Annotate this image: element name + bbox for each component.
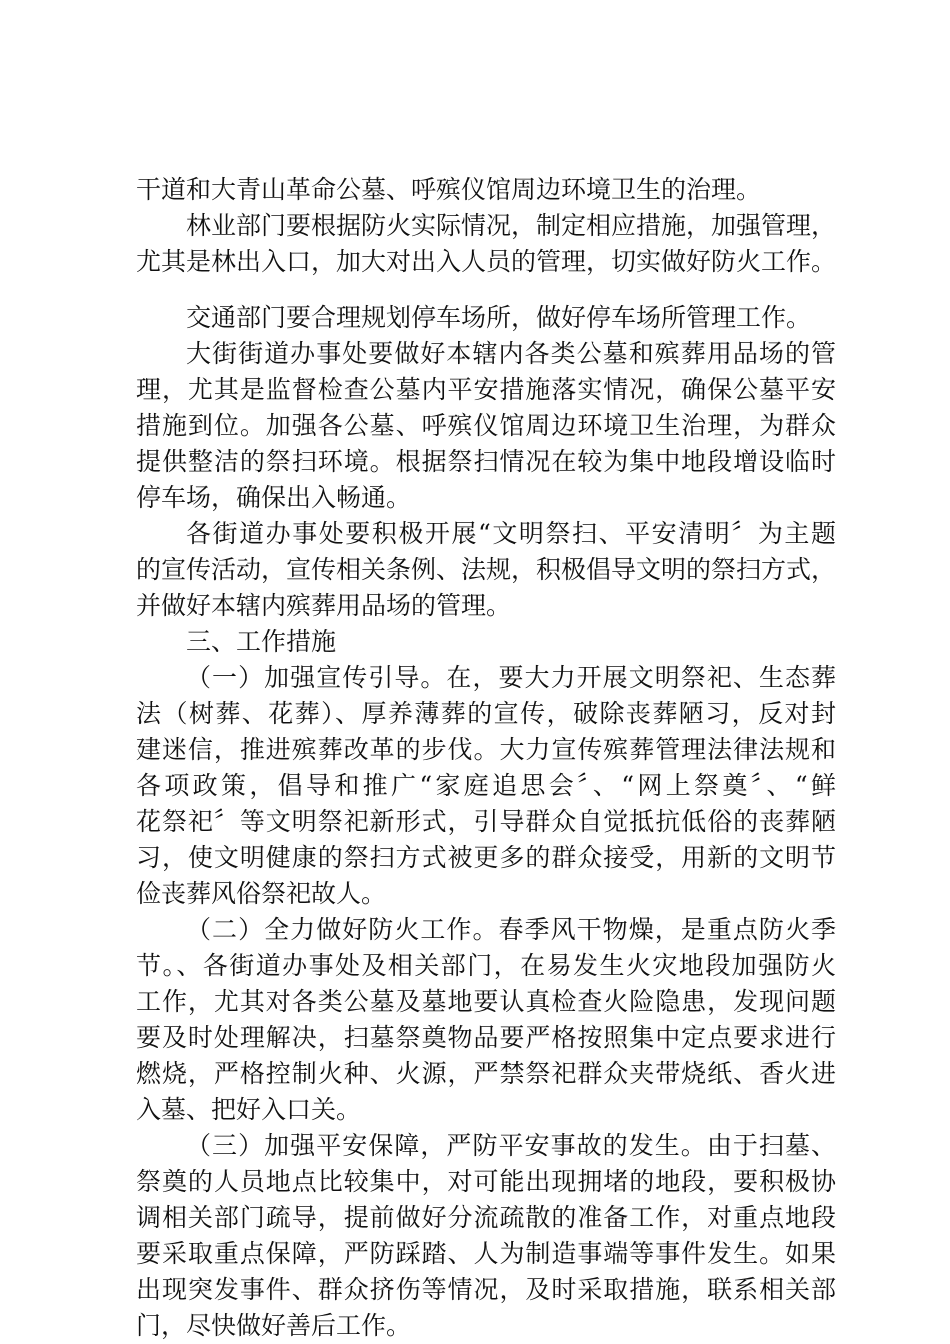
text-line: 的宣传活动，宣传相关条例、法规，积极倡导文明的祭扫方式， [136, 555, 837, 584]
text-line: （一）加强宣传引导。在，要大力开展文明祭祀、生态葬 [186, 663, 836, 692]
text-line: 措施到位。加强各公墓、呼殡仪馆周边环境卫生治理，为群众 [136, 411, 836, 440]
text-line: 习，使文明健康的祭扫方式被更多的群众接受，用新的文明节 [136, 843, 836, 872]
text-line: 工作，尤其对各类公墓及墓地要认真检查火险隐患，发现问题 [136, 987, 836, 1016]
text-line: 停车场，确保出入畅通。 [136, 483, 412, 512]
text-line: 祭奠的人员地点比较集中，对可能出现拥堵的地段，要积极协 [136, 1167, 836, 1196]
text-line: （三）加强平安保障，严防平安事故的发生。由于扫墓、 [186, 1131, 836, 1160]
text-line: 交通部门要合理规划停车场所，做好停车场所管理工作。 [186, 303, 812, 332]
section-heading: 三、工作措施 [186, 627, 337, 656]
document-body [136, 172, 836, 1344]
text-line: 门，尽快做好善后工作。 [136, 1311, 412, 1340]
text-line: 要采取重点保障，严防踩踏、人为制造事端等事件发生。如果 [136, 1239, 836, 1268]
text-line: 俭丧葬风俗祭祀故人。 [136, 879, 387, 908]
text-line: 法（树葬、花葬）、厚养薄葬的宣传，破除丧葬陋习，反对封 [136, 699, 836, 728]
text-line: 各街道办事处要积极开展“文明祭扫、平安清明〞为主题 [186, 519, 836, 548]
text-line: 燃烧，严格控制火种、火源，严禁祭祀群众夹带烧纸、香火进 [136, 1059, 836, 1088]
text-line: 并做好本辖内殡葬用品场的管理。 [136, 591, 512, 620]
text-line: 大街街道办事处要做好本辖内各类公墓和殡葬用品场的管 [186, 339, 836, 368]
text-line: 尤其是林出入口，加大对出入人员的管理，切实做好防火工作。 [136, 247, 837, 276]
text-line: 理，尤其是监督检查公墓内平安措施落实情况，确保公墓平安 [136, 375, 836, 404]
text-line: 出现突发事件、群众挤伤等情况，及时采取措施，联系相关部 [136, 1275, 836, 1304]
text-line: 建迷信，推进殡葬改革的步伐。大力宣传殡葬管理法律法规和 [136, 735, 836, 764]
text-line: 调相关部门疏导，提前做好分流疏散的准备工作，对重点地段 [136, 1203, 836, 1232]
text-line: 各项政策，倡导和推广“家庭追思会〞、“网上祭奠〞、“鲜 [136, 771, 836, 800]
text-line: （二）全力做好防火工作。春季风干物燥，是重点防火季 [186, 915, 836, 944]
text-line: 要及时处理解决，扫墓祭奠物品要严格按照集中定点要求进行 [136, 1023, 836, 1052]
text-line: 干道和大青山革命公墓、呼殡仪馆周边环境卫生的治理。 [136, 175, 762, 204]
text-line: 提供整洁的祭扫环境。根据祭扫情况在较为集中地段增设临时 [136, 447, 836, 476]
text-line: 节。、各街道办事处及相关部门，在易发生火灾地段加强防火 [136, 951, 836, 980]
text-line: 入墓、把好入口关。 [136, 1095, 362, 1124]
text-line: 林业部门要根据防火实际情况，制定相应措施，加强管理， [186, 211, 837, 240]
text-line: 花祭祀〞等文明祭祀新形式，引导群众自觉抵抗低俗的丧葬陋 [136, 807, 836, 836]
